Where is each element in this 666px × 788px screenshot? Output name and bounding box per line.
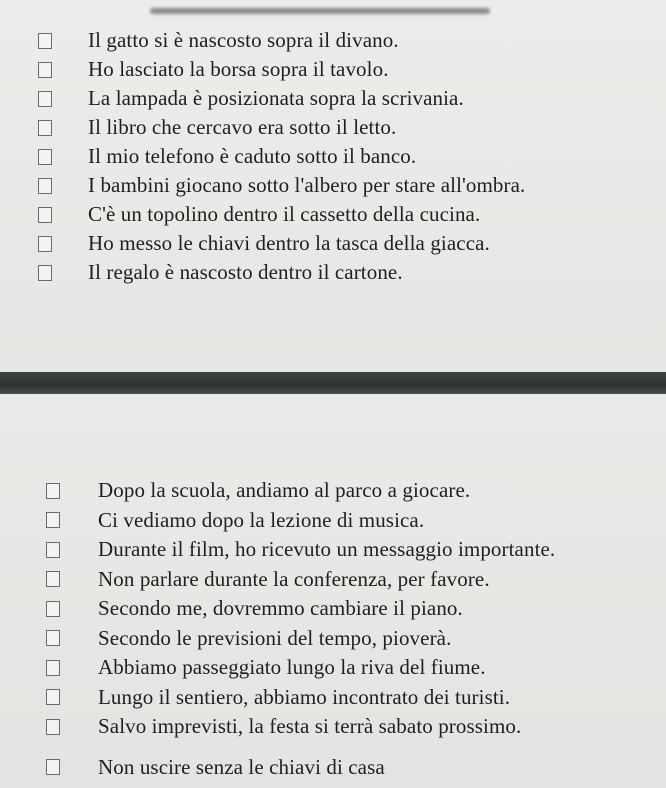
sentence-text: Lungo il sentiero, abbiamo incontrato dei turisti.	[98, 684, 511, 709]
sentence-text: Non uscire senza le chiavi di casa	[98, 754, 385, 779]
worksheet-top	[0, 0, 666, 372]
sentence-text: Ho lasciato la borsa sopra il tavolo.	[88, 57, 389, 81]
checkbox[interactable]	[46, 483, 60, 499]
sentence-text: Ci vediamo dopo la lezione di musica.	[98, 507, 425, 532]
checkbox[interactable]	[46, 719, 60, 735]
checkbox[interactable]	[38, 265, 52, 281]
sentence-text: Secondo me, dovremmo cambiare il piano.	[98, 596, 463, 621]
checkbox[interactable]	[46, 759, 60, 775]
sentence-text: C'è un topolino dentro il cassetto della cucina.	[88, 202, 481, 226]
checkbox[interactable]	[46, 542, 60, 558]
sentence-text: Il regalo è nascosto dentro il cartone.	[88, 260, 403, 284]
checkbox[interactable]	[46, 660, 60, 676]
list-item	[38, 26, 525, 55]
sentence-text: Il libro che cercavo era sotto il letto.	[88, 115, 397, 139]
list-item	[46, 565, 555, 595]
list-item	[46, 653, 555, 683]
checkbox[interactable]	[38, 91, 52, 107]
list-item	[46, 594, 555, 624]
list-item	[38, 258, 525, 287]
sentence-text: Secondo le previsioni del tempo, pioverà.	[98, 625, 452, 650]
list-item	[46, 535, 555, 565]
exercise-list-bottom	[46, 476, 555, 782]
list-item	[46, 506, 555, 536]
checkbox[interactable]	[46, 512, 60, 528]
sentence-text: I bambini giocano sotto l'albero per stare all'ombra.	[88, 173, 526, 197]
list-item	[46, 476, 555, 506]
list-item	[38, 200, 525, 229]
list-item	[38, 142, 525, 171]
list-item	[38, 55, 525, 84]
checkbox[interactable]	[38, 207, 52, 223]
sentence-text: Dopo la scuola, andiamo al parco a giocare.	[98, 478, 471, 503]
checkbox[interactable]	[38, 178, 52, 194]
checkbox[interactable]	[38, 236, 52, 252]
sentence-text: Il gatto si è nascosto sopra il divano.	[88, 28, 399, 52]
sentence-text: Salvo imprevisti, la festa si terrà sabato prossimo.	[98, 714, 522, 739]
checkbox[interactable]	[38, 62, 52, 78]
list-item	[46, 683, 555, 713]
list-item	[38, 171, 525, 200]
checkbox[interactable]	[38, 33, 52, 49]
checkbox[interactable]	[46, 601, 60, 617]
exercise-list-top	[38, 26, 525, 287]
checkbox[interactable]	[46, 571, 60, 587]
cut-off-heading-edge	[150, 8, 490, 14]
list-item	[46, 753, 555, 783]
list-item	[38, 229, 525, 258]
checkbox[interactable]	[46, 630, 60, 646]
checkbox[interactable]	[46, 689, 60, 705]
sentence-text: Non parlare durante la conferenza, per favore.	[98, 566, 490, 591]
list-item	[46, 624, 555, 654]
sentence-text: La lampada è posizionata sopra la scrivania.	[88, 86, 464, 110]
list-item	[46, 712, 555, 742]
list-item	[38, 113, 525, 142]
checkbox[interactable]	[38, 120, 52, 136]
page-divider	[0, 372, 666, 394]
checkbox[interactable]	[38, 149, 52, 165]
sentence-text: Ho messo le chiavi dentro la tasca della giacca.	[88, 231, 490, 255]
sentence-text: Abbiamo passeggiato lungo la riva del fiume.	[98, 655, 486, 680]
list-item	[38, 84, 525, 113]
sentence-text: Il mio telefono è caduto sotto il banco.	[88, 144, 417, 168]
sentence-text: Durante il film, ho ricevuto un messaggio importante.	[98, 537, 556, 562]
